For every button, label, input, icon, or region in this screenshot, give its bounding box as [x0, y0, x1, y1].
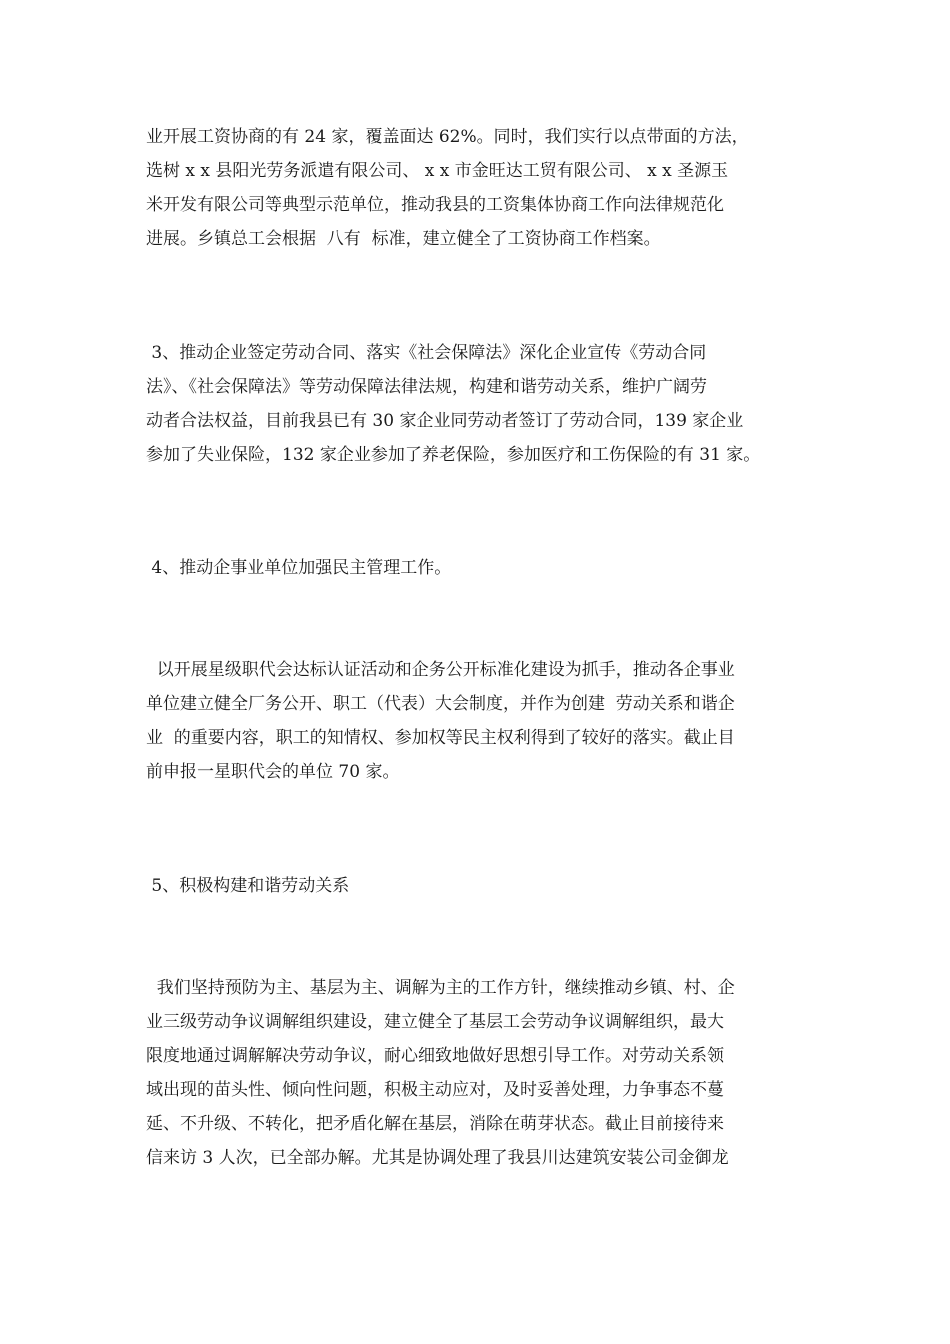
text-line: 限度地通过调解解决劳动争议，耐心细致地做好思想引导工作。对劳动关系领 — [146, 1046, 724, 1066]
text-line: 参加了失业保险，132 家企业参加了养老保险，参加医疗和工伤保险的有 31 家。 — [146, 445, 761, 465]
paragraph-labor-contracts — [146, 336, 826, 472]
paragraph-labor-relations — [146, 971, 826, 1175]
text-line: 动者合法权益，目前我县已有 30 家企业同劳动者签订了劳动合同，139 家企业 — [146, 411, 744, 431]
text-line: 前申报一星职代会的单位 70 家。 — [146, 762, 400, 782]
text-line: 我们坚持预防为主、基层为主、调解为主的工作方针，继续推动乡镇、村、企 — [146, 978, 735, 998]
text-line: 以开展星级职代会达标认证活动和企务公开标准化建设为抓手，推动各企事业 — [146, 660, 735, 680]
text-line: 4、推动企事业单位加强民主管理工作。 — [146, 558, 452, 578]
text-line: 业开展工资协商的有 24 家，覆盖面达 62%。同时，我们实行以点带面的方法， — [146, 127, 749, 147]
section-heading-3: 3、推动企业签定劳动合同、落实《社会保障法》深化企业宣传《劳动合同 — [146, 343, 707, 363]
text-line: 法》、《社会保障法》等劳动保障法律法规，构建和谐劳动关系，维护广阔劳 — [146, 377, 707, 397]
paragraph-democratic-management — [146, 653, 826, 789]
text-line: 选树 x x 县阳光劳务派遣有限公司、 x x 市金旺达工贸有限公司、 x x 圣源玉 — [146, 161, 729, 181]
section-heading-5 — [146, 869, 826, 903]
text-line: 延、不升级、不转化，把矛盾化解在基层，消除在萌芽状态。截止目前接待来 — [146, 1114, 724, 1134]
text-line: 业 的重要内容，职工的知情权、参加权等民主权利得到了较好的落实。截止目 — [146, 728, 735, 748]
section-heading-4 — [146, 551, 826, 585]
text-line: 米开发有限公司等典型示范单位，推动我县的工资集体协商工作向法律规范化 — [146, 195, 724, 215]
text-line: 进展。乡镇总工会根据 八有 标准，建立健全了工资协商工作档案。 — [146, 229, 661, 249]
text-line: 信来访 3 人次，已全部办解。尤其是协调处理了我县川达建筑安装公司金御龙 — [146, 1148, 729, 1168]
text-line: 5、积极构建和谐劳动关系 — [146, 876, 350, 896]
paragraph-wage-negotiation — [146, 120, 826, 256]
text-line: 单位建立健全厂务公开、职工（代表）大会制度，并作为创建 劳动关系和谐企 — [146, 694, 735, 714]
text-line: 业三级劳动争议调解组织建设，建立健全了基层工会劳动争议调解组织，最大 — [146, 1012, 724, 1032]
text-line: 域出现的苗头性、倾向性问题，积极主动应对，及时妥善处理，力争事态不蔓 — [146, 1080, 724, 1100]
